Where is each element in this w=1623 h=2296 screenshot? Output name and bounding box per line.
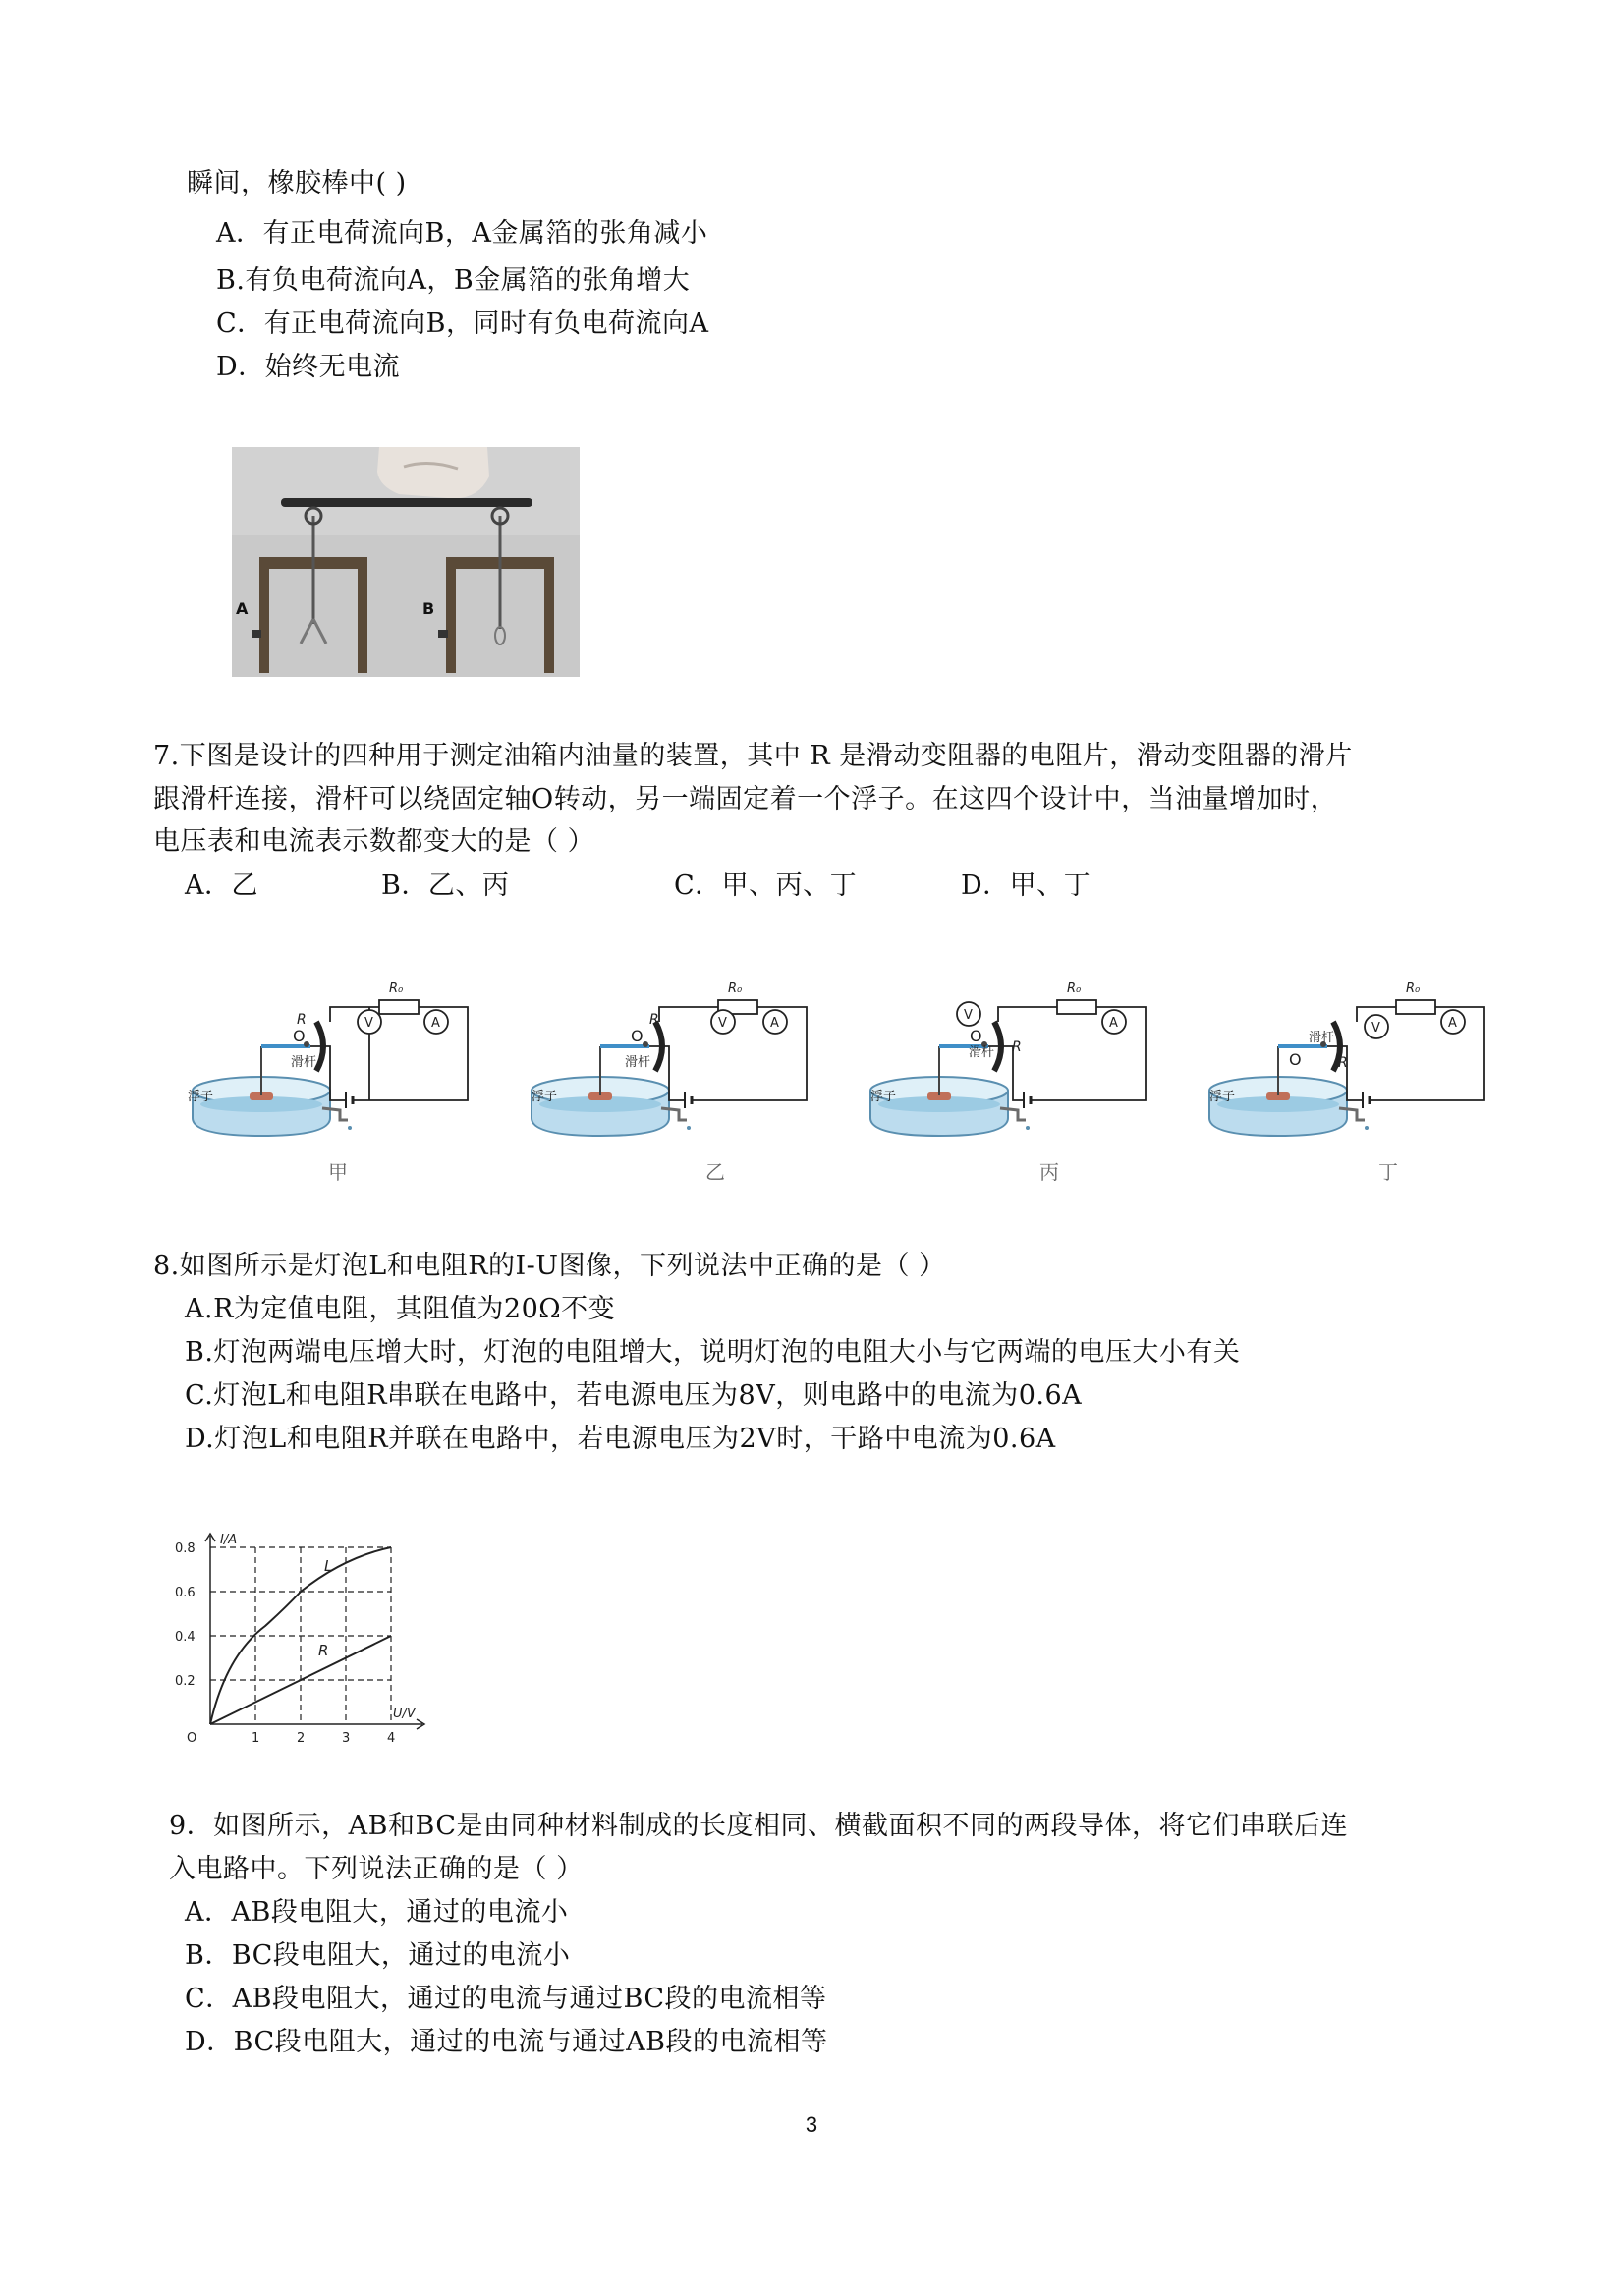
resistor-label-yi: R: [649, 1012, 659, 1028]
r0-label-ding: R₀: [1406, 981, 1421, 996]
q9-stem-line-2: 入电路中。下列说法正确的是（ ）: [169, 1854, 584, 1884]
float-label-yi: 浮子: [532, 1090, 558, 1104]
circuit-bing: [870, 1000, 1146, 1136]
q9-option-d: D．BC段电阻大，通过的电流与通过AB段的电流相等: [185, 2027, 828, 2057]
q6-option-a: A．有正电荷流向B，A金属箔的张角减小: [216, 218, 708, 249]
resistor-label-jia: R: [297, 1012, 307, 1028]
pivot-label-ding: O: [1289, 1050, 1302, 1069]
q8-option-b: B.灯泡两端电压增大时，灯泡的电阻增大，说明灯泡的电阻大小与它两端的电压大小有关: [185, 1337, 1241, 1368]
y-tick-04: 0.4: [175, 1630, 196, 1645]
q6-option-b: B.有负电荷流向A，B金属箔的张角增大: [216, 265, 691, 296]
voltmeter-yi: V: [718, 1016, 727, 1031]
q9-option-b: B．BC段电阻大，通过的电流小: [185, 1940, 571, 1971]
q7-stem-line-3: 电压表和电流表示数都变大的是（ ）: [153, 826, 595, 857]
x-tick-3: 3: [342, 1731, 351, 1746]
resistor-label-bing: R: [1012, 1039, 1022, 1055]
q7-stem-line-2: 跟滑杆连接，滑杆可以绕固定轴O转动，另一端固定着一个浮子。在这四个设计中，当油量增加时，: [153, 784, 1338, 814]
caption-bing: 丙: [1039, 1160, 1059, 1184]
q7-option-b: B．乙、丙: [381, 870, 510, 901]
origin-label: O: [187, 1731, 197, 1746]
electroscope-photo: [232, 447, 580, 677]
q9-option-a: A．AB段电阻大，通过的电流小: [185, 1897, 569, 1928]
q7-option-c: C．甲、丙、丁: [674, 870, 858, 901]
x-axis-label: U/V: [393, 1707, 416, 1721]
pivot-label-yi: O: [631, 1027, 644, 1045]
rod-label-bing: 滑杆: [969, 1045, 995, 1060]
voltmeter-bing: V: [964, 1008, 973, 1023]
x-tick-4: 4: [387, 1731, 396, 1746]
float-label-ding: 浮子: [1209, 1090, 1236, 1104]
pivot-label-jia: O: [293, 1027, 306, 1045]
pivot-label-bing: O: [970, 1027, 982, 1045]
ammeter-jia: A: [431, 1016, 440, 1031]
q8-stem: 8.如图所示是灯泡L和电阻R的I-U图像，下列说法中正确的是（ ）: [153, 1251, 946, 1281]
voltmeter-jia: V: [364, 1016, 373, 1031]
float-label-bing: 浮子: [870, 1090, 897, 1104]
q8-option-d: D.灯泡L和电阻R并联在电路中，若电源电压为2V时，干路中电流为0.6A: [185, 1424, 1056, 1454]
q7-option-d: D．甲、丁: [961, 870, 1091, 901]
r0-label-bing: R₀: [1067, 981, 1082, 996]
r0-label-jia: R₀: [389, 981, 404, 996]
q6-option-c: C．有正电荷流向B，同时有负电荷流向A: [216, 308, 709, 339]
q7-option-a: A．乙: [185, 870, 258, 901]
rod-label-ding: 滑杆: [1309, 1031, 1335, 1045]
r0-label-yi: R₀: [728, 981, 743, 996]
ammeter-ding: A: [1448, 1016, 1457, 1031]
line-r-label: R: [318, 1642, 329, 1659]
y-tick-02: 0.2: [175, 1674, 196, 1689]
caption-yi: 乙: [705, 1160, 725, 1184]
ammeter-yi: A: [770, 1016, 779, 1031]
q9-option-c: C．AB段电阻大，通过的电流与通过BC段的电流相等: [185, 1984, 827, 2014]
caption-jia: 甲: [328, 1160, 348, 1184]
rod-label-yi: 滑杆: [625, 1055, 651, 1070]
q8-option-c: C.灯泡L和电阻R串联在电路中，若电源电压为8V，则电路中的电流为0.6A: [185, 1380, 1083, 1411]
ammeter-bing: A: [1109, 1016, 1118, 1031]
curve-l-label: L: [324, 1557, 333, 1575]
resistor-label-ding: R: [1338, 1055, 1348, 1071]
q7-stem-line-1: 7.下图是设计的四种用于测定油箱内油量的装置，其中 R 是滑动变阻器的电阻片，滑动变阻器的滑片: [153, 741, 1353, 771]
oil-gauge-circuits: [188, 943, 1529, 1189]
q8-option-a: A.R为定值电阻，其阻值为20Ω不变: [185, 1294, 616, 1324]
label-a: A: [236, 599, 249, 618]
x-tick-2: 2: [297, 1731, 306, 1746]
circuit-jia: [193, 1000, 468, 1136]
voltmeter-ding: V: [1371, 1021, 1380, 1036]
caption-ding: 丁: [1378, 1160, 1398, 1184]
circuit-yi: [532, 1000, 807, 1136]
page-number: 3: [805, 2112, 818, 2137]
q6-option-d: D．始终无电流: [216, 352, 401, 382]
y-tick-08: 0.8: [175, 1541, 196, 1556]
y-axis-label: I/A: [220, 1533, 238, 1547]
y-tick-06: 0.6: [175, 1586, 196, 1600]
q6-stem-tail: 瞬间，橡胶棒中( ): [187, 168, 407, 198]
rod-label-jia: 滑杆: [291, 1055, 317, 1070]
float-label-jia: 浮子: [188, 1090, 214, 1104]
label-b: B: [422, 599, 435, 618]
q9-stem-line-1: 9．如图所示，AB和BC是由同种材料制成的长度相同、横截面积不同的两段导体，将它们串联后连: [169, 1811, 1349, 1841]
x-tick-1: 1: [252, 1731, 260, 1746]
iu-graph: [167, 1528, 442, 1756]
